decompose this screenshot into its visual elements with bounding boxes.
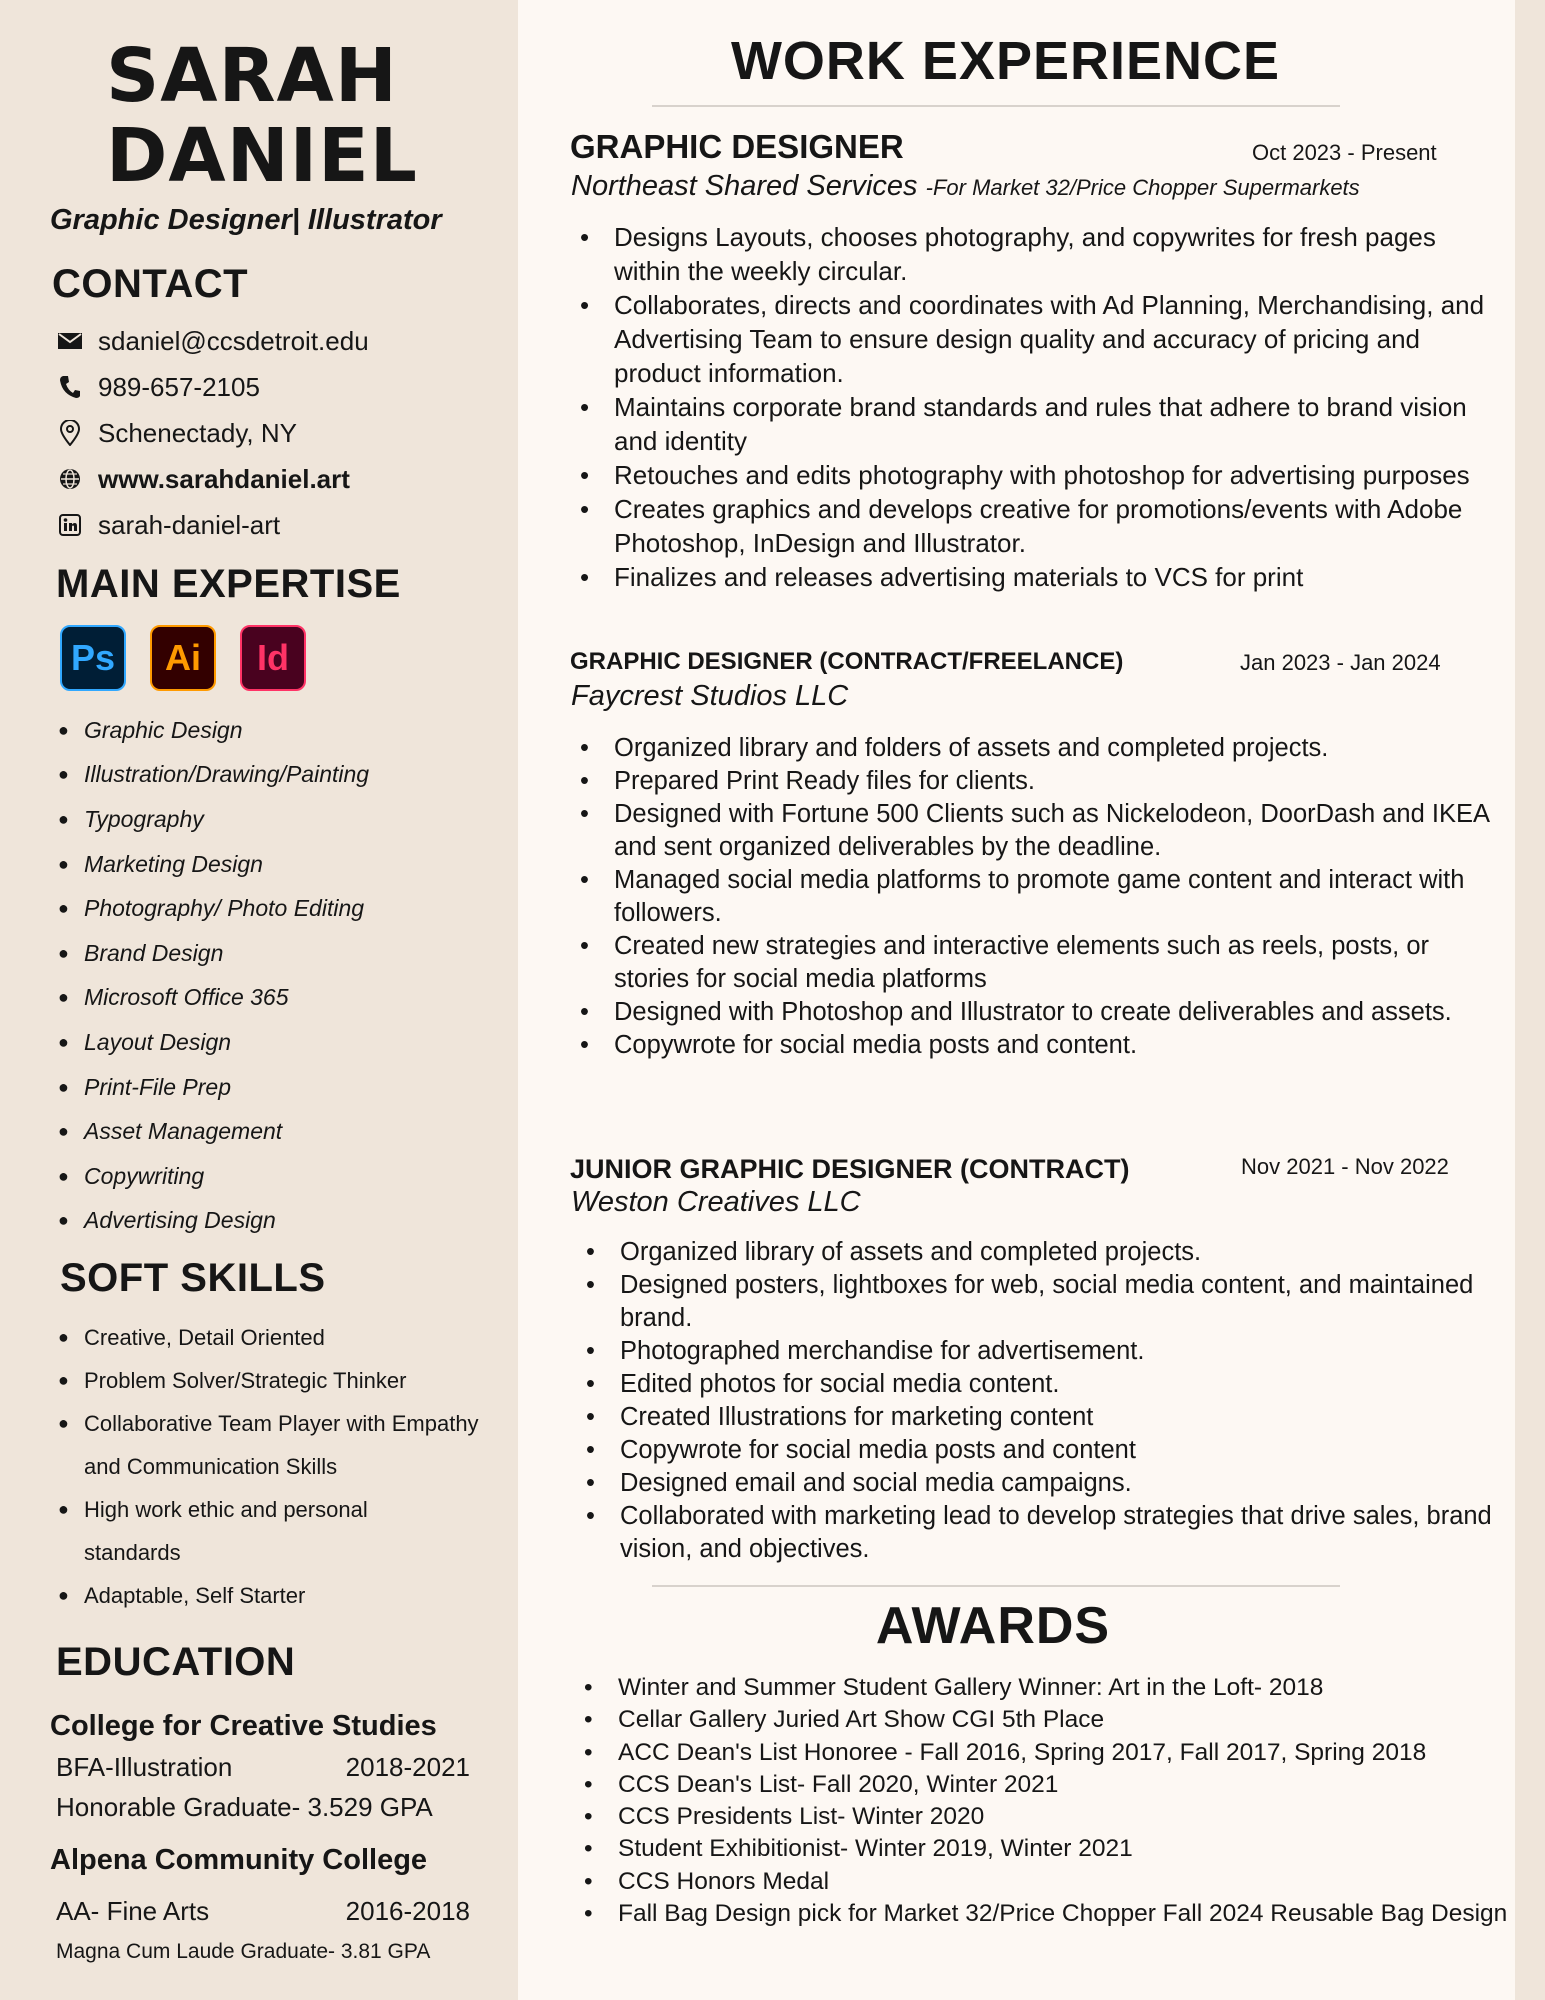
job-role-subtitle: Graphic Designer| Illustrator (50, 204, 442, 236)
list-item: ● Brand Design (58, 939, 224, 966)
list-item: • ACC Dean's List Honoree - Fall 2016, Spring 2017, Fall 2017, Spring 2018 (584, 1738, 1427, 1766)
phone-icon (56, 373, 84, 401)
list-item: • Creates graphics and develops creative for promotions/events with Adobe Photoshop, InDesign and Illustrator. (580, 494, 1463, 558)
divider (652, 1585, 1340, 1587)
contact-phone[interactable] (56, 364, 369, 410)
education-note: Honorable Graduate- 3.529 GPA (56, 1792, 433, 1822)
awards-heading: AWARDS (875, 1597, 1111, 1655)
contact-heading: CONTACT (52, 262, 249, 306)
list-item: • Created new strategies and interactive elements such as reels, posts, or stories for social media platforms (580, 932, 1429, 993)
list-item: • Edited photos for social media content. (586, 1370, 1060, 1398)
degree-years: 2016-2018 (345, 1896, 470, 1926)
soft-skills-list (58, 1316, 488, 1617)
contact-location-text: Schenectady, NY (98, 417, 297, 448)
contact-linkedin[interactable] (56, 502, 369, 548)
work-experience-heading: WORK EXPERIENCE (730, 31, 1281, 91)
list-item: • Designs Layouts, chooses photography, and copywrites for fresh pages within the weekly circular. (580, 222, 1436, 286)
list-item: • Maintains corporate brand standards and rules that adhere to brand vision and identity (580, 392, 1467, 456)
company-note: -For Market 32/Price Chopper Supermarkets (925, 175, 1360, 200)
list-item: • Organized library and folders of assets and completed projects. (580, 734, 1329, 762)
job-dates: Jan 2023 - Jan 2024 (1240, 650, 1441, 675)
list-item: • Prepared Print Ready files for clients. (580, 767, 1035, 795)
education-degree-row (56, 1896, 470, 1927)
list-item: • CCS Honors Medal (584, 1867, 830, 1895)
duties-list (586, 1236, 1496, 1566)
list-item: • Finalizes and releases advertising materials to VCS for print (580, 562, 1304, 592)
illustrator-icon: Ai (150, 625, 216, 691)
list-item: • Winter and Summer Student Gallery Winner: Art in the Loft- 2018 (584, 1674, 1324, 1701)
list-item: • Collaborates, directs and coordinates with Ad Planning, Merchandising, and Advertising Team to ensure design quality and accuracy of pricing and product information. (580, 290, 1485, 388)
company-name: Faycrest Studios LLC (571, 680, 849, 712)
contact-website[interactable] (56, 456, 369, 502)
job-title: GRAPHIC DESIGNER (CONTRACT/FREELANCE) (570, 648, 1124, 675)
list-item: ● Layout Design (58, 1028, 232, 1055)
list-item: ● Creative, Detail Oriented (58, 1325, 325, 1350)
list-item: • Designed email and social media campaigns. (586, 1469, 1132, 1497)
list-item: ● Advertising Design (58, 1207, 276, 1234)
contact-location (56, 410, 369, 456)
school-name: College for Creative Studies (50, 1710, 437, 1742)
duties-list (580, 732, 1490, 1062)
list-item: • CCS Dean's List- Fall 2020, Winter 2021 (584, 1770, 1059, 1798)
contact-list (56, 318, 369, 548)
list-item: • CCS Presidents List- Winter 2020 (584, 1803, 985, 1831)
globe-icon (56, 465, 84, 493)
list-item: • Fall Bag Design pick for Market 32/Price Chopper Fall 2024 Reusable Bag Design (584, 1900, 1508, 1928)
main-content (518, 0, 1515, 2000)
resume-name (106, 33, 418, 199)
list-item: ● Asset Management (58, 1118, 283, 1145)
degree: AA- Fine Arts (56, 1896, 210, 1926)
list-item: ● Illustration/Drawing/Painting (58, 761, 370, 788)
list-item: ● Collaborative Team Player with Empathy and Communication Skills (58, 1411, 479, 1479)
list-item: • Copywrote for social media posts and content. (580, 1031, 1138, 1059)
awards-list (584, 1672, 1514, 1930)
first-name: SARAH (106, 33, 398, 119)
list-item: ● Microsoft Office 365 (58, 984, 289, 1011)
job-dates: Nov 2021 - Nov 2022 (1241, 1154, 1449, 1179)
software-icons (60, 625, 306, 691)
education-degree-row (56, 1752, 470, 1783)
list-item: • Designed posters, lightboxes for web, social media content, and maintained brand. (586, 1271, 1474, 1332)
expertise-list (58, 708, 369, 1243)
expertise-heading: MAIN EXPERTISE (56, 562, 401, 606)
list-item: ● Typography (58, 805, 204, 832)
contact-email-text: sdaniel@ccsdetroit.edu (98, 325, 369, 356)
page-edge (1515, 0, 1545, 2000)
duties-list (580, 220, 1490, 594)
contact-linkedin-text: sarah-daniel-art (98, 509, 281, 540)
list-item: • Created Illustrations for marketing content (586, 1403, 1094, 1431)
list-item: • Collaborated with marketing lead to develop strategies that drive sales, brand vision, and objectives. (586, 1502, 1492, 1563)
envelope-icon (56, 327, 84, 355)
degree-years: 2018-2021 (345, 1752, 470, 1782)
list-item: ● Print-File Prep (58, 1073, 231, 1100)
contact-email[interactable] (56, 318, 369, 364)
list-item: ● Photography/ Photo Editing (58, 895, 365, 922)
list-item: • Organized library of assets and completed projects. (586, 1238, 1202, 1266)
list-item: • Retouches and edits photography with photoshop for advertising purposes (580, 460, 1470, 490)
education-note: Magna Cum Laude Graduate- 3.81 GPA (56, 1940, 431, 1963)
divider (652, 105, 1340, 107)
list-item: ● Marketing Design (58, 850, 263, 877)
last-name: DANIEL (106, 113, 418, 199)
indesign-icon: Id (240, 625, 306, 691)
list-item: • Designed with Fortune 500 Clients such as Nickelodeon, DoorDash and IKEA and sent organized deliverables by the deadline. (580, 800, 1489, 861)
list-item: ● High work ethic and personal standards (58, 1497, 368, 1565)
list-item: ● Problem Solver/Strategic Thinker (58, 1368, 407, 1393)
soft-skills-heading: SOFT SKILLS (60, 1256, 326, 1300)
list-item: ● Adaptable, Self Starter (58, 1583, 306, 1608)
list-item: • Designed with Photoshop and Illustrator to create deliverables and assets. (580, 998, 1452, 1026)
job-title: GRAPHIC DESIGNER (570, 128, 904, 165)
list-item: • Student Exhibitionist- Winter 2019, Winter 2021 (584, 1835, 1133, 1863)
degree: BFA-Illustration (56, 1752, 233, 1782)
linkedin-icon (56, 511, 84, 539)
sidebar (0, 0, 518, 2000)
list-item: ● Copywriting (58, 1162, 205, 1189)
list-item: ● Graphic Design (58, 716, 243, 743)
job-title: JUNIOR GRAPHIC DESIGNER (CONTRACT) (570, 1154, 1130, 1184)
school-name: Alpena Community College (50, 1844, 428, 1876)
photoshop-icon: Ps (60, 625, 126, 691)
list-item: • Cellar Gallery Juried Art Show CGI 5th Place (584, 1706, 1105, 1734)
contact-website-text: www.sarahdaniel.art (98, 463, 350, 494)
list-item: • Photographed merchandise for advertisement. (586, 1337, 1145, 1365)
job-dates: Oct 2023 - Present (1252, 140, 1437, 165)
education-heading: EDUCATION (56, 1640, 296, 1684)
contact-phone-text: 989-657-2105 (98, 371, 260, 402)
list-item: • Copywrote for social media posts and content (586, 1436, 1136, 1464)
company-name: Weston Creatives LLC (571, 1186, 861, 1218)
company-name: Northeast Shared Services -For Market 32/Price Chopper Supermarkets (571, 170, 1360, 202)
location-pin-icon (56, 419, 84, 447)
list-item: • Managed social media platforms to promote game content and interact with followers. (580, 866, 1465, 927)
